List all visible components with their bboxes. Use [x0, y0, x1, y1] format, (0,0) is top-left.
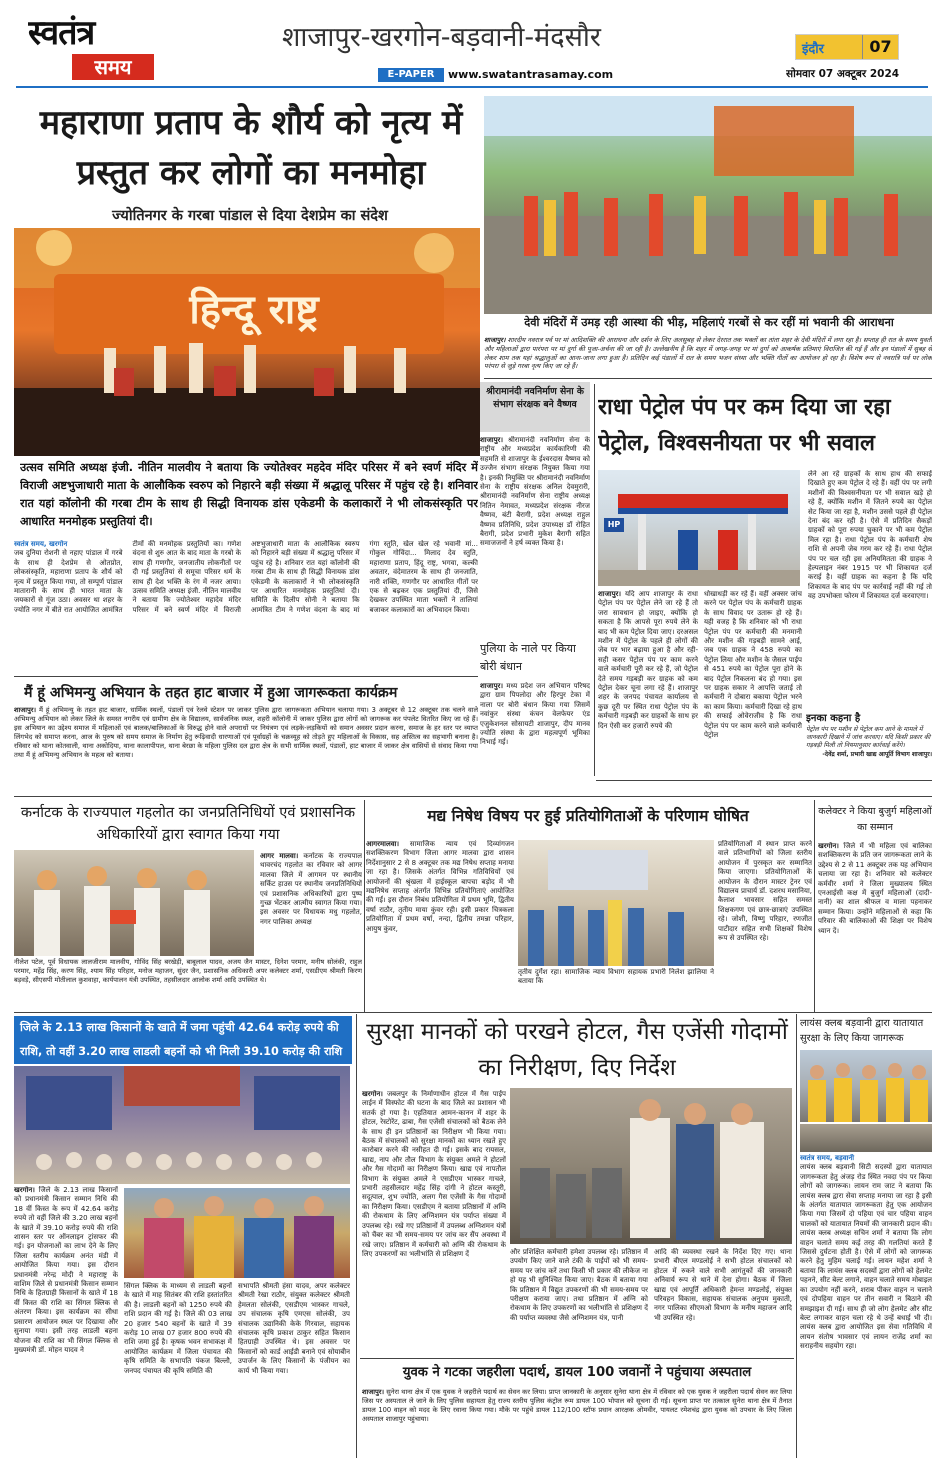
a6-body	[14, 706, 478, 794]
a5-price-board: HP	[604, 518, 624, 532]
a7-body-full	[14, 958, 362, 1010]
a3-dateline: शाजापुर।	[480, 436, 504, 444]
a13-body-text: लायंस क्लब बड़वानी सिटी सदस्यों द्वारा यातायात जागरूकता हेतु अंजड़ रोड स्थित नवदा पंप पर किया लोगों को जागरूक। लायन राम जाट ने बताया कि लायंस क्लब द्वारा सेवा सप्ताह मनाया जा रहा है इसी के अंतर्गत यातायात जागरूकता हेतु एक आयोजन किया गया जिसमें दो पहिया एवं चार पहिया वाहन चालकों को यातायात नियमों की जानकारी प्रदान की। लायंस क्लब अध्यक्ष सचिन शर्मा ने बताया कि लोग वाहन चलाते समय कई तरह की गलतियां करते हैं जिससे दुर्घटना होती है। ऐसे में लोगों को जागरूक करने हेतु मुहिम चलाई गई। लायन महेश शर्मा ने बताया कि लायंस क्लब सदस्यों द्वारा लोगों को हेलमेट पहनने, सीट बेल्ट लगाने, वाहन चलाते समय मोबाइल का उपयोग नहीं करने, शराब पीकर वाहन न चलाने एवं दोपहिया वाहन पर तीन सवारी न बिठाने की समझाइश दी गई। साथ ही जो लोग हेलमेट और सीट बेल्ट लगाकर वाहन चला रहे थे उन्हें बधाई भी दी। लायंस क्लब द्वारा आयोजित इस सेवा गतिविधि में लायन संतोष भावसार एवं लायन राजेंद्र शर्मा का सराहनीय सहयोग रहा।	[800, 1163, 932, 1351]
a8-dateline: आगरमालवा।	[366, 840, 400, 848]
a1-caption: उत्सव समिति अध्यक्ष इंजी. नीतिन मालवीय ने बताया कि ज्योतेश्वर महदेव मंदिर परिसर में बने स्वर्ण मंदिर में विराजी अष्टभुजाधारी माता के आलौकिक स्वरुप को निहारने बड़ी संख्या में श्रद्धालू परिसर में पहुंच रहे है। शनिवार रात यहां कॉलोनी की गरबा टीम के साथ ही सिद्धी विनायक डांस एकेडमी के कलाकारों ने भी लोकसंस्कृति पर आधारित मनमोहक प्रस्तुतियां दी।	[20, 461, 478, 528]
a10-photo-women	[124, 1188, 350, 1278]
a12-body	[362, 1388, 792, 1456]
a10-headline: जिले के 2.13 लाख किसानों के खाते में जमा पहुंची 42.64 करोड़ रुपये की राशि, तो वहीं 3.20 लाख लाडली बहनों को भी मिली 39.10 करोड़ की राशि	[14, 1016, 352, 1064]
a13-photo-scene	[800, 1050, 932, 1122]
a8-photo-students	[518, 840, 714, 966]
a10-photo-scene	[14, 1066, 350, 1184]
logo-top-text: स्वतंत्र	[28, 14, 95, 53]
a1-subhead: ज्योतिनगर के गरबा पांडाल से दिया देशप्रेम का संदेश	[112, 208, 388, 224]
logo[interactable]	[28, 14, 158, 82]
region-title: शाजापुर-खरगोन-बड़वानी-मंदसौर	[282, 22, 601, 53]
page-number: 07	[862, 35, 898, 59]
a1-photo-scene	[14, 228, 480, 456]
a10-body-text-c: सभापति श्रीमती हंसा यादव, अपर कलेक्टर श्रीमती रेखा राठौर, संयुक्त कलेक्टर श्रीमती हेमलता सोलंकी, एसडीएम भास्कर गाचले, उप संचालक कृषि एमएस सोलंकी, उप संचालक उद्यानिकी केके गिरवाल, सहायक संचालक कृषि प्रकाश ठाकुर सहित किसान हितग्राही उपस्थित थे। इस अवसर पर किसानों को कार्ड आईडी बनाने एवं सोयाबीन उपार्जन के लिए किसानों के पंजीयन का कार्य भी किया गया।	[238, 1282, 350, 1375]
a7-body-text-b: नीलेश पटेल, पूर्व विधायक लालजीराम मालवीय, गोविंद सिंह बरखेड़ी, बाबूलाल यादव, अजय जैन मास्टर, दिनेश परमार, मनीष सोलंकी, राहुल परमार, महेंद्र सिंह, करण सिंह, श्याम सिंह परिहार, मनोज महाजन, सुंदर जैन, प्रशासनिक अधिकारी अपर कलेक्टर शर्मा, एसडीएम श्रीमती किरण बड़वड़े, सीएसपी मोतीलाल कुशवाहा, कार्यपालन यंत्री उपस्थित, तहसीलदार आलोक शर्मा आदि उपस्थित थे।	[14, 958, 362, 984]
a10-photo-women-scene	[124, 1188, 350, 1278]
a11-headline: सुरक्षा मानकों को परखने होटल, गैस एजेंसी गोदामों का निरीक्षण, दिए निर्देश	[366, 1019, 788, 1081]
a6-headline: मैं हूं अभिमन्यु अभियान के तहत हाट बाजार में हुआ जागरूकता कार्यक्रम	[24, 685, 398, 701]
a6-body-text: मैं हूं अभिमन्यु के तहत हाट बाजार, धार्मिक स्थलों, पंडालों एवं रेलवे स्टेशन पर जाकर पुलिस द्वारा जागरूकता अभियान चलाया गया। 3 अक्टूबर से 12 अक्टूबर तक चलने वाले अभिमन्यु अभियान को लेकर जिले के समस्त नगरीय एवं ग्रामीण क्षेत्र के विद्यालय, सार्वजनिक स्थल, शहरी कॉलोनी में जाकर पुलिस द्वारा लोगों को जागरूक कर पंपलेट वितरित किए जा रहे हैं। इस अभियान का उद्देश्य समाज में महिलाओं एवं बालक/बालिकाओं के विरुद्ध होने वाले अपराधों पर नियंत्रण एवं लड़के-लड़कियों को समान अवसर प्रदान करना, समाज के हर स्तर पर व्याप्त लिंगभेद को समाप्त करना, आज के पुरुष को समय समाज के निर्माण हेतु रूढ़िवादी धारणाओं एवं पूर्वाग्रहों के चक्रव्यूह को तोड़ते हुए महिलाओं के विकास, सह अस्तित्व का सहभागी बनाना है। रविवार को थाना कोतवाली, थाना अकोदिया, थाना कालापीपल, थाना बेरछा के महिला पुलिस दल द्वारा क्षेत्र के सभी धार्मिक स्थलों, पंडालों, हाट बाजार में जाकर क्षेत्र वासियों से संवाद किया गया तथा मैं हूं अभिमन्यु अभियान के महत्व को बताया।	[14, 706, 478, 759]
divider-col-a7	[364, 800, 365, 1012]
a5-quote-box	[806, 712, 932, 776]
a3-header	[480, 382, 590, 432]
epaper-badge: E-PAPER	[378, 68, 444, 82]
divider-col-a8	[814, 800, 815, 1012]
a5-quote-text: पेट्रोल पंप पर मशीन से पेट्रोल कम आने के मामले में जानकारी दिखाने में जांच करवाए। यदि किसी प्रकार की गड़बड़ी मिली तो नियमानुसार कार्रवाई करेंगे।	[806, 726, 931, 750]
a12-body-text: सुनेरा थाना क्षेत्र में एक युवक ने जहरीले पदार्थ का सेवन कर लिया। प्राप्त जानकारी के अनुसार सुनेरा थाना क्षेत्र में रविवार को एक युवक ने जहरीला पदार्थ सेवन कर लिया जिस पर अस्पताल ले जाने के लिए पुलिस सहायता हेतु राज्य स्तरीय पुलिस कंट्रोल रूम डायल 100 भोपाल को सूचना दी गई। सूचना प्राप्त पर तत्काल सुनेरा थाना क्षेत्र में तैनात डायल 100 वाहन को मदद के लिए रवाना किया गया। मौके पर पहुंचे डायल 112/100 स्टॉफ प्रधान आरक्षक ओमवीर, पायलट रमेशचंद्र द्वारा युवक को उपचार के लिए जिला अस्पताल शाजापुर पहुंचाया।	[362, 1388, 792, 1423]
a5-headline: राधा पेट्रोल पंप पर कम दिया जा रहा पेट्रोल, विश्वसनीयता पर भी सवाल	[598, 395, 891, 456]
a8-caption	[518, 968, 714, 1008]
divider-col-a10	[356, 1014, 357, 1458]
a1-body	[14, 540, 478, 674]
a10-photo-event	[14, 1066, 350, 1184]
edition-city: इंदौर	[802, 42, 824, 57]
divider-a1	[14, 676, 478, 677]
a13-dateline: स्वतंत्र समय, बड़वानी	[800, 1154, 855, 1162]
a5-body-text-b: धोखाधड़ी कर रहे हैं। वहीं अक्सर जांच करने पर पेट्रोल पंप के कर्मचारी ग्राहक के साथ विवाद पर उतारू हो रहे हैं। यही वजह है कि शनिवार को भी राधा पेट्रोल पंप पर कर्मचारी की मनमानी और मशीन की गड़बड़ी सामने आई, जब एक ग्राहक ने 458 रुपये का पेट्रोल लिया और मशीन के जैसल पाईप से 451 रुपये का पेट्रोल पूरा होने के बाद पेट्रोल निकलना बंद हो गया। इस पर ग्राहक सकार ने आपत्ति जताई तो कर्मचारी ने दोबारा बकाया पेट्रोल भरने का काम किया। कर्मचारी दिखा रहे हाथ की सफाई ओवेराजीव है कि राधा पेट्रोल पंप पर काम करने वाले कर्मचारी पेट्रोल	[704, 590, 802, 740]
a13-photo-lions	[800, 1050, 932, 1122]
a5-body-col1	[598, 590, 698, 776]
a8-caption-text: तृतीय दुर्गेश रहा। सामाजिक न्याय विभाग सहायक प्रभारी निलेश झालिया ने बताया कि	[518, 968, 714, 986]
divider-a8	[14, 1012, 932, 1013]
a11-photo-inspection	[510, 1088, 792, 1244]
a11-body-text-c: आदि की व्यवस्था रखने के निर्देश दिए गए। थाना प्रभारी बीएल मण्डलोई ने सभी होटल संचालकों को होटल में रुकने वाले सभी आगंतुकों की जानकारी अनिवार्य रूप से थाने में देना होगा। बैठक में जिला खाद्य एवं आपूर्ति अधिकारी हेमन्त मण्डलोई, संयुक्त परिवहन विकास, सहायक संचालक अनुपम मुकाती, नगर पालिका सीएमओ विभाग के मनीष महाजन आदि भी उपस्थित रहे।	[654, 1248, 792, 1322]
a5-quote-by: -देवेंद्र शर्मा, प्रभारी खाद्य आपूर्ति विभाग शाजापुर।	[822, 750, 932, 758]
a4-body	[480, 682, 590, 776]
a11-body-col3	[654, 1248, 792, 1356]
divider-col-a12	[796, 1014, 797, 1458]
a13-headline: लायंस क्लब बड़वानी द्वारा यातायात सुरक्षा के लिए किया जागरूक	[800, 1018, 924, 1044]
a5-body-col2	[704, 590, 802, 776]
a11-body-text-a: जबलपुर के निर्माणाधीन होटल में गैस पाईप लाईन में विस्फोट की घटना के बाद जिले का प्रशासन भी सतर्क हो गया है। एहतियात आमन-कानन में शहर के होटल, रेस्टोरेंट, ढाबा, गैस एजेंसी संचालकों को बैठक लेने के साथ ही इन प्रतिष्ठानों का निरीक्षण भी किया गया। बैठक में संचालकों को सुरक्षा मानकों का ध्यान रखते हुए कारोबार करने की नसीहत दी गई। इसके बाद रायसल, खाद्य, नाप और तौल विभाग के संयुक्त अमले ने होटलों और गैस गोदामों का निरीक्षण किया। खाद्य एवं नापतौल विभाग के संयुक्त अमले ने एसडीएम भास्कर गाचले, प्रभारी तहसीलदार महेंद्र सिंह दांगी ने होटल कस्तूरी, सदूत्पाल, शुभ ज्योति, अलग गैस एजेंसी के गैस गोदामों का निरीक्षण किया। एसडीएम ने बताया प्रतिष्ठानों में अग्नि की रोकथाम के लिए अग्निशमन यंत्र पर्याप्त संख्या में उपलब्ध रहे। रखे गए प्रतिष्ठानों में उपलब्ध अग्निशमन यंत्रों को चैंबर का भी समय-समय पर जांच कर सैंप अवस्था में रखे जाए। प्रतिष्ठान में कर्मचारी को अग्नि की रोकथाम के लिए उपकरणों का भलीभांति से प्रशिक्षण दें	[362, 1090, 506, 1258]
a11-body-col2	[510, 1248, 648, 1356]
divider-a2	[484, 378, 932, 379]
a7-headline: कर्नाटक के राज्यपाल गहलोत का जनप्रतिनिधियों एवं प्रशासनिक अधिकारियों द्वारा स्वागत किया गया	[20, 804, 356, 843]
a13-photo-lions-2	[800, 1124, 932, 1152]
masthead-divider	[16, 86, 928, 88]
a7-photo-governor	[14, 850, 254, 956]
a2-dateline: शाजापुर।	[484, 336, 506, 344]
a13-body	[800, 1154, 932, 1456]
a1-dateline: स्वतंत्र समय, खरगोन	[14, 540, 68, 548]
a8-body-col1	[366, 840, 514, 976]
a5-photo-scene	[598, 470, 800, 586]
a7-dateline: आगर मालवा।	[260, 852, 299, 860]
a8-body-col3	[718, 840, 812, 1008]
a2-body	[484, 336, 932, 374]
a5-photo-petrol-pump	[598, 470, 800, 586]
a2-photo-procession	[484, 96, 932, 314]
a2-photo-scene	[484, 96, 932, 314]
a9-dateline: खरगोन।	[818, 842, 839, 850]
a3-headline: श्रीरामानंदी नवनिर्माण सेना के संभाग संरक्षक बने वैष्णव	[486, 386, 584, 410]
a5-body-text-a: यदि आप शाजापुर के राधा पेट्रोल पंप पर पेट्रोल लेने जा रहे हैं तो जरा सावधान हो जाइए, क्योंकि हो सकता है कि आपसे पूरा रुपये लेने के बाद भी कम पेट्रोल दिया जाए। दरअसल मशीन में पेट्रोल के पहले ही लोगों की जेब पर भार बढ़ाया हुआ है और रही-सही कसर पेट्रोल पंप पर काम करने वाले कर्मचारी पूरी कर रहे हैं, जो पेट्रोल देते समय गड़बड़ी कर ग्राहक को कम पेट्रोल देकर चूना लगा रहे हैं। शाजापुर शहर के जनपद पंचायत कार्यालय से कुछ दूरी पर स्थित राधा पेट्रोल पंप के कर्मचारी गड़बड़ी कर ग्राहकों के साथ हर दिन ऐसी कर हजारों रुपये की	[598, 590, 698, 730]
edition-badge	[795, 34, 899, 60]
a1-body-text: जब दुनिया रोशनी से नहाए पांडाल में गरबे के साथ ही देशप्रेम से ओतप्रोत, लोकसंस्कृति, महाराणा प्रताप के शौर्य को नृत्य में प्रस्तुत किया गया, तो सम्पूर्ण पांडाल मातारानी के साथ ही भारत माता के जयकारों से गूंज उठा। अवसर था शहर के ज्योति नगर में बीते रात आयोजित आमंत्रित टीमों की मनमोहक प्रस्तुतियों का। गणेश वंदना से शुरु आत के बाद माता के गरबो के साथ ही गणगौर, जनजातीय लोकनीतों पर दी गई प्रस्तुतियां से समूचा परिसर धर्म के साथ ही देश भक्ति के रंग में नजर आया। उत्सव समिति अध्यक्ष इंजी. नीतिन मालवीय ने बताया कि ज्योतेश्वर महादेव मंदिर परिसर में बने स्वर्ण मंदिर में विराजी अष्टभुजाधारी माता के आलौकिक स्वरुप को निहारने बड़ी संख्या में श्रद्धालु परिसर में पहुंच रहे है। शनिवार रात यहां कॉलोनी की गरबा टीम के साथ ही सिद्धी विनायक डांस एकेडमी के कलाकारों ने भी लोकसंस्कृति पर आधारित मनमोहक प्रस्तुतियां दी। समिति के दिलीप सोनी ने बताया कि आमंत्रित टीम ने गणेश वंदना के बाद मां गंगा स्तुति, खेल खेल रहे भवानी मां... गोकुल गोविंदा... मिलाद देव स्तुति, महाराणा प्रताप, हिंदू राष्ट्र, भगवा, कल्की अवतार, वंदेमातरम के साथ ही जनजाति, नारी शक्ति, गणगौर पर आधारित गीतों पर एक से बढ़कर एक प्रस्तुतियां दी, जिसे देखकर उपस्थित माता भक्तों ने तालियां बजाकर कलाकारों का अभिवादन किया।	[14, 540, 478, 614]
divider-col-a3	[594, 384, 595, 776]
a8-body-text-a: सामाजिक न्याय एवं दिव्यांगजन सशक्तिकरण विभाग जिला आगर मालवा द्वारा शासन निर्देशानुसार 2 से 8 अक्टूबर तक मद्य निषेध सप्ताह मनाया जा रहा है। जिसके अंतर्गत विभिन्न गतिविधियों एवं आयोजनों की श्रृंखला में हाईस्कूल बापचा बड़ोद में भी मद्यनिषेध सप्ताह अंतर्गत विभिन्न प्रतियोगिताएं आयोजित की गईं। इस दौरान निबंध प्रतियोगिता में प्रथम भूमि, द्वितीय वर्षा राठौर, तृतीय माया कुंवर रही। इसी प्रकार चित्रकला प्रतियोगिता में प्रथम वर्षा, नन्दा, द्वितीय तमन्ना परिहार, आयुष कुंवर,	[366, 840, 514, 933]
divider-a11	[360, 1358, 794, 1359]
a10-body-col3	[238, 1282, 350, 1456]
a11-dateline: खरगोन।	[362, 1090, 383, 1098]
issue-date: सोमवार 07 अक्टूबर 2024	[786, 68, 900, 80]
a10-body-col1	[14, 1186, 118, 1456]
a2-body-text: शारदीय नवरात्र पर्व पर मां आदिशक्ति की आराधना और दर्शन के लिए अलसुबह से लेकर देररात तक भक्तों का तांता शहर के देवी मंदिरों में लगा रहा है। सप्ताह ही रात के समय युवती और महिलाओं द्वारा पारंपरा पर मां दुर्गा की पूजा-अर्चना की जा रही है। उल्लेखनीय है कि शहर में जगह-जगह पर मां दुर्गा को आकर्षक प्रतिमाएं विराजित की गई हैं और इन पंडालों में सुबह से लेकर शाम तक यहां श्रद्धालुओं का आना-जाना लगा हुआ है। प्रतिदिन कई पंडालों में रात के समय भजन संध्या और भक्ति गीतों का आयोजन हो रहा है। विशेष रूप से नवरात्रि पर्व पर लोक परंपरा से जुड़े गरबा नृत्य किए जा रहे हैं।	[484, 336, 932, 371]
a2-headline: देवी मंदिरों में उमड़ रही आस्था की भीड़, महिलाएं गरबों से कर रहीं मां भवानी की आराधना	[524, 316, 894, 329]
a9-headline: कलेक्टर ने किया बुजुर्ग महिलाओं का सम्मान	[818, 806, 932, 833]
a9-body-text: जिले में भी महिला एवं बालिका सशक्तिकरण के प्रति जन जागरूकता लाने के उद्देश्य से 2 से 11 अक्टूबर तक यह अभियान चलाया जा रहा है। शनिवार को कलेक्टर कर्मवीर शर्मा ने जिला मुख्यालय स्थित एनआईसी कक्ष में बुजुर्ग महिलाओं (दादी-नानी) का शाल श्रीफल व माला पहनाकर सम्मान किया। उन्होंने महिलाओं से कहा कि परिवार की बालिकाओं की शिक्षा पर विशेष ध्यान दें।	[818, 842, 932, 935]
a12-dateline: शाजापुर।	[362, 1388, 385, 1396]
a8-photo-scene	[518, 840, 714, 966]
a7-photo-scene	[14, 850, 254, 956]
a4-headline: पुलिया के नाले पर किया बोरी बंधान	[480, 642, 576, 673]
a12-headline: युवक ने गटका जहरीला पदार्थ, डायल 100 जवानों ने पहुंचाया अस्पताल	[402, 1365, 752, 1380]
a3-body	[480, 436, 590, 640]
a9-body	[818, 842, 932, 1008]
a11-body-text-b: और प्रशिक्षित कर्मचारी हमेशा उपलब्ध रहे। प्रतिष्ठान में उपयोग किए जाने वाले टंकी के पाईपों को भी समय-समय पर जांच करें तथा किसी भी प्रकार की लीकेज ना हो यह भी सुनिश्चित किया जाए। बैठक में बताया गया कि प्रतिष्ठान में विद्युत उपकरणों की भी समय-समय पर परीक्षण कराया जाए। तथा प्रतिष्ठान में अग्नि को रोकथाम के लिए उपकरणों का भलीभांति से प्रशिक्षण दें की पर्याप्त व्यवस्था जैसे अग्निशमन यंत्र, पानी	[510, 1248, 648, 1322]
a8-headline: मद्य निषेध विषय पर हुई प्रतियोगिताओं के परिणाम घोषित	[427, 807, 749, 825]
a4-body-text: मध्य प्रदेश जन अभियान परिषद द्वारा ग्राम पिपलोदा और हिरपुर टेका में नाला पर बोरी बंधान किया गया जिसमें नवांकुर संस्था कंचन वेलफेयर एंड एजुकेशनल सोसायटी शाजापुर, दीप मानव ज्योति संस्था के द्वारा महत्वपूर्ण भूमिका निभाई गई।	[480, 682, 590, 747]
a11-body-col1	[362, 1090, 506, 1356]
a10-body-text-a: जिले के 2.13 लाख किसानों को प्रधानमंत्री किसान सम्मान निधि की 18 वीं किस्त के रूप में 42.64 करोड़ रुपये तो वहीं जिले की 3.20 लाख बहनों के खाते में 39.10 करोड़ रुपये की राशि शासन स्तर पर ऑनलाइन ट्रांसफर की गई। इन योजनाओं का लाभ देने के लिए जिला स्तरीय कार्यक्रम अनंत मंडी में आयोजित किया गया। इस दौरान प्रधानमंत्री नरेन्द्र मोदी ने महाराष्ट्र के वाशिम जिले से प्रधानमंत्री किसान सम्मान निधि के हितग्राही किसानों के खाते में 18 वीं किस्त की राशि का सिंगल क्लिक से अंतरण किया। इस कार्यक्रम का सीधा प्रसारण आयोजन स्थल पर दिखाया और सुनाया गया। इसी तरह लाडली बहना योजना की राशि का भी सिंगल क्लिक से मुख्यमंत्री डॉ. मोहन यादव ने	[14, 1186, 118, 1354]
divider-a5	[596, 780, 932, 781]
masthead	[0, 0, 945, 88]
a8-body-text-b: प्रतियोगिताओं में स्थान प्राप्त करने वाले प्रतिभागियों को जिला स्तरीय आयोजन में पुरस्कृत कर सम्मानित किया जाएगा। प्रतियोगिताओं के आयोजन के दौरान मास्टर ट्रेनर एवं विद्यालय प्राचार्य डॉ. दशरथ मसानिया, कैलाश भावसार सहित समस्त शिक्षकगण एवं छात्र-छात्राएं उपस्थित रहे। जोशी, विष्णु परिहार, रणजीत पाटीदार सहित सभी शिक्षकों विशेष रूप से उपस्थित रहे।	[718, 840, 812, 943]
a5-body-col3	[808, 470, 932, 708]
a3-body-text: श्रीरामानंदी नवनिर्माण सेना के राष्ट्रीय और मध्यप्रदेश कार्यकारिणी की सहमति से शाजापुर के ईश्वरदास वैष्णव को उज्जैन संभाग संरक्षक नियुक्त किया गया है। इनकी नियुक्ति पर श्रीरामानंदी नवनिर्माण सेना के राष्ट्रीय संरक्षक अनिल देवमुरारी, श्रीरामानंदी नवनिर्माण सेना राष्ट्रीय अध्यक्ष नितिन नेमावत, मध्यप्रदेश संरक्षक नीरज वैष्णव, बंटी बैरागी, प्रदेश अध्यक्ष राहुल वैष्णव प्रतिनिधि, प्रदेश उपाध्यक्ष डॉ रोहित बैरागी, प्रदेश प्रभारी मुकेश बैरागी सहित समाजजनों ने हर्ष व्यक्त किया है।	[480, 436, 590, 548]
a1-photo-dance-stage	[14, 228, 480, 456]
a7-body-text-a: कर्नाटक के राज्यपाल थावरचंद गहलोत का रविवार को आगर मालवा जिले में आगमन पर स्थानीय सर्किट हाउस पर स्थानीय जनप्रतिनिधियों एवं प्रशासनिक अधिकारियों द्वारा पुष्प गुच्छ भेंटकर आत्मीय स्वागत किया गया। इस अवसर पर विधायक मधु गहलोत, नगर पालिका अध्यक्ष	[260, 852, 362, 926]
a5-quote-title: इनका कहना है	[806, 713, 861, 724]
a7-body-col	[260, 852, 362, 956]
divider-a6	[14, 796, 932, 797]
a4-dateline: शाजापुर।	[480, 682, 504, 690]
a10-dateline: खरगोन।	[14, 1186, 35, 1194]
a11-photo-scene	[510, 1088, 792, 1244]
logo-bottom-text: समय	[72, 54, 154, 80]
a1-headline: महाराणा प्रताप के शौर्य को नृत्य में प्रस्तुत कर लोगों का मनमोहा	[39, 103, 463, 193]
a5-body-text-c: लेने आ रहे ग्राहकों के साथ हाथ की सफाई दिखाते हुए कम पेट्रोल दे रहे हैं। वहीं पंप पर लगी मशीनों की विश्वसनीयता पर भी सवाल खड़े हो रहे हैं, क्योंकि मशीन में जितने रुपये का पेट्रोल सेट किया जा रहा है, मशीन उससे पहले ही पेट्रोल देना बंद कर रही है। ऐसे में प्रतिदिन सैकड़ों ग्राहकों को पूरा रुपया चुकाने पर भी कम पेट्रोल मिल रहा है। राधा पेट्रोल पंप के कर्मचारी शेष राशि से अपनी जेब गरम कर रहे हैं। राधा पेट्रोल पंप पर चल रही इस अनियमितता की ग्राहक ने हेल्पलाइन नंबर 1915 पर भी शिकायत दर्ज कराई है। वहीं ग्राहक का कहना है कि यदि शिकायत के बाद पंप पर कार्रवाई नहीं की गई तो वह उपभोक्ता फोरम में शिकायत दर्ज करवाएगा।	[808, 470, 932, 601]
a10-body-col2	[124, 1282, 232, 1456]
a6-dateline: शाजापुर।	[14, 706, 37, 714]
a5-dateline: शाजापुर।	[598, 590, 622, 598]
site-url[interactable]: www.swatantrasamay.com	[448, 68, 614, 81]
a1-banner-text: हिन्दू राष्ट्र	[189, 287, 319, 333]
a10-body-text-b: सिंगल क्लिक के माध्यम से लाडली बहनों के खाते में माह सितंबर की राशि हस्तांतरित की है। लाडली बहनों को 1250 रुपये की राशि प्रदान की गई है। जिले की 03 लाख 20 हजार 540 बहनों के खाते में 39 करोड़ 10 लाख 07 हजार 800 रुपये की राशि जमा हुई है। कृषक भवन सभाकक्ष में आयोजित कार्यक्रम में जिला पंचायत की कृषि समिति के सभापति पंकज बिल्लौ, जनपद पंचायत की कृषि समिति की	[124, 1282, 232, 1375]
